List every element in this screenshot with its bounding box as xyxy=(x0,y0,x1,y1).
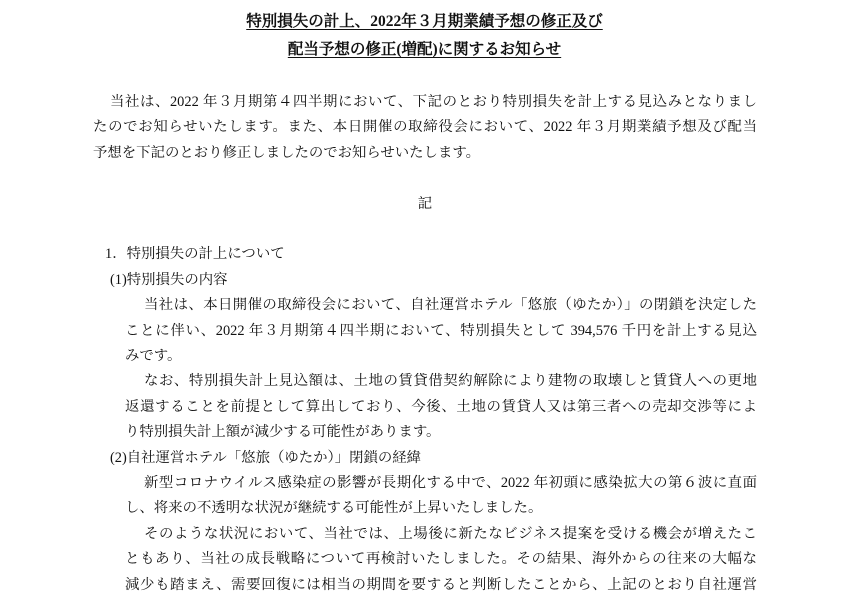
document-title xyxy=(0,8,849,64)
section-1-heading: 1．特別損失の計上について xyxy=(105,246,285,263)
subsection-1-heading: (1)特別損失の内容 xyxy=(110,271,228,288)
title-line-1: 特別損失の計上、2022年３月期業績予想の修正及び xyxy=(246,13,603,30)
spacer xyxy=(93,217,757,242)
paragraph-line: ことに伴い、2022 年３月期第４四半期において、特別損失として 394,576 千円を計上する見込 xyxy=(125,322,757,339)
intro-line: 当社は、2022 年３月期第４四半期において、下記のとおり特別損失を計上する見込みとなりまし xyxy=(110,94,757,110)
subsection-2-heading: (2)自社運営ホテル「悠旅（ゆたか）」閉鎖の経緯 xyxy=(110,449,422,466)
paragraph-line: 新型コロナウイルス感染症の影響が長期化する中で、2022 年初頭に感染拡大の第６波に直面 xyxy=(144,475,757,492)
paragraph xyxy=(125,522,757,598)
ki-marker: 記 xyxy=(417,195,433,212)
paragraph-line: そのような状況において、当社では、上場後に新たなビジネス提案を受ける機会が増えたこ xyxy=(144,525,757,542)
paragraph xyxy=(125,369,757,445)
paragraph-line: 当社は、本日開催の取締役会において、自社運営ホテル「悠旅（ゆたか）」の閉鎖を決定した xyxy=(144,297,757,314)
paragraph-line: なお、特別損失計上見込額は、土地の賃貸借契約解除により建物の取壊しと賃貸人への更地 xyxy=(144,373,757,390)
paragraph-line: みです。 xyxy=(125,348,182,365)
paragraph-line: し、将来の不透明な状況が継続する可能性が上昇いたしました。 xyxy=(125,500,543,517)
paragraph xyxy=(125,471,757,522)
document-body xyxy=(93,90,757,598)
subsection-1-body xyxy=(125,293,757,445)
intro-line: たのでお知らせいたします。また、本日開催の取締役会において、2022 年３月期業績予想及び配当 xyxy=(93,119,757,136)
subsection-2-body xyxy=(125,471,757,598)
paragraph-line: 返還することを前提として算出しており、今後、土地の賃貸人又は第三者への売却交渉等によ xyxy=(125,398,757,415)
spacer xyxy=(93,166,757,191)
paragraph-line: 減少も踏まえ、需要回復には相当の期間を要すると判断したことから、上記のとおり自社運営 xyxy=(125,576,757,593)
intro-line: 予想を下記のとおり修正しましたのでお知らせいたします。 xyxy=(93,144,480,161)
title-line-2: 配当予想の修正(増配)に関するお知らせ xyxy=(287,41,562,58)
paragraph-line: り特別損失計上額が減少する可能性があります。 xyxy=(125,424,441,441)
paragraph-line: ともあり、当社の成長戦略について再検討いたしました。その結果、海外からの往来の大幅な xyxy=(125,551,757,568)
paragraph xyxy=(125,293,757,369)
intro-paragraph xyxy=(93,90,757,166)
